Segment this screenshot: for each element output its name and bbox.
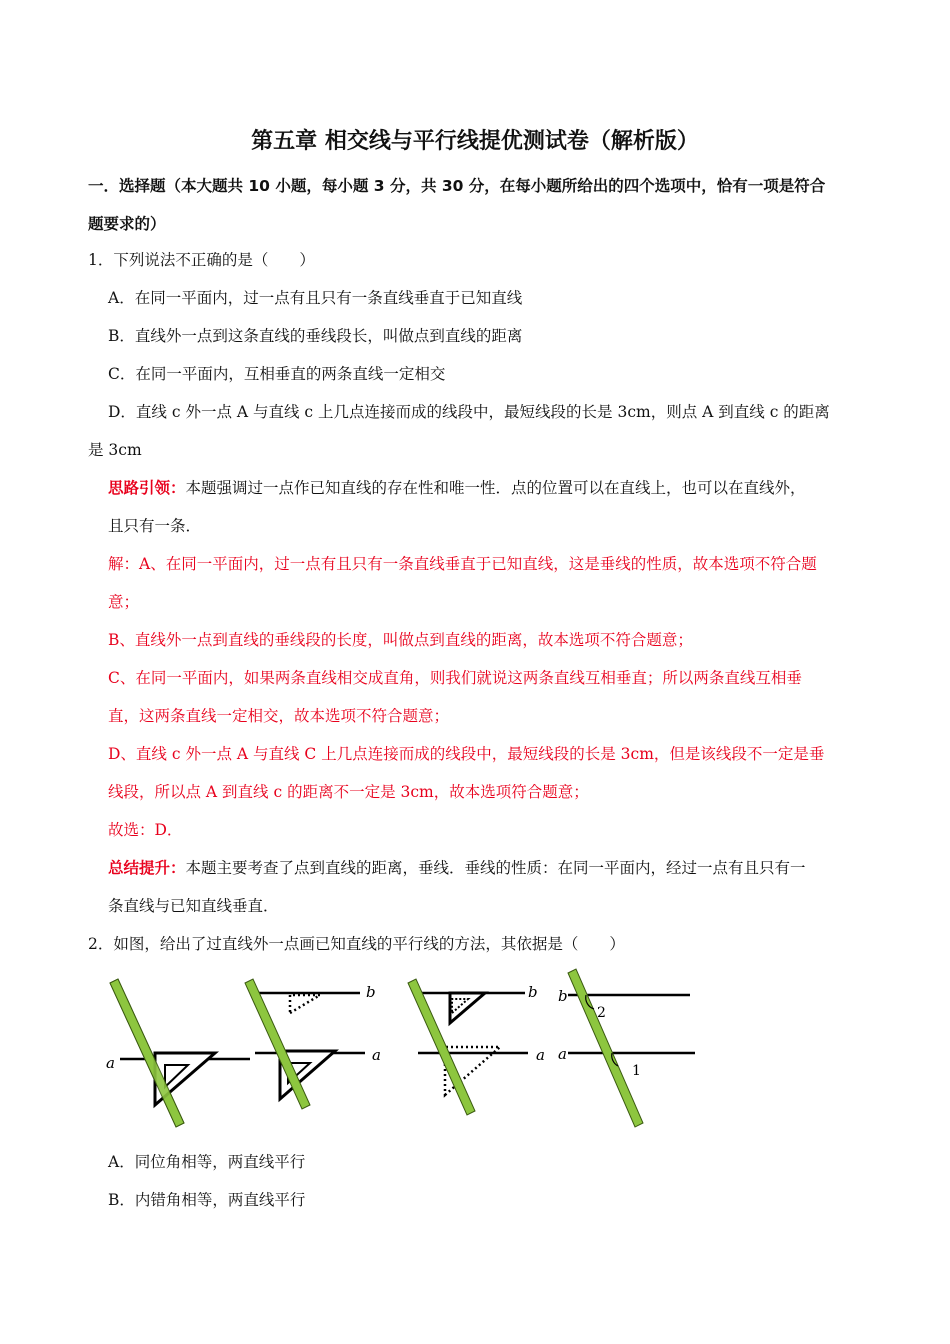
q1-stem: 1．下列说法不正确的是（ ） (88, 251, 315, 269)
figure-panel-2 (245, 979, 381, 1109)
label-angle-2: 2 (597, 1005, 606, 1021)
q1-answer: 故选：D． (108, 821, 183, 839)
label-a: a (536, 1046, 545, 1064)
q1-summary-line2: 条直线与已知直线垂直． (108, 897, 279, 915)
label-b: b (558, 987, 568, 1005)
parallel-construction-figure (100, 965, 700, 1130)
q1-solution-c-line1: C、在同一平面内，如果两条直线相交成直角，则我们就说这两条直线互相垂直；所以两条直线互相垂 (108, 669, 802, 687)
figure-panel-1 (106, 979, 250, 1127)
summary-text: 本题主要考查了点到直线的距离，垂线．垂线的性质：在同一平面内，经过一点有且只有一 (185, 859, 806, 877)
q1-option-b: B．直线外一点到这条直线的垂线段长，叫做点到直线的距离 (108, 327, 523, 345)
hint-label: 思路引领： (108, 479, 186, 497)
q1-solution-d-line2: 线段，所以点 A 到直线 c 的距离不一定是 3cm，故本选项符合题意； (108, 783, 589, 801)
label-b: b (528, 983, 538, 1001)
q2-option-a: A．同位角相等，两直线平行 (108, 1153, 306, 1171)
label-a: a (558, 1045, 567, 1063)
label-a: a (372, 1046, 381, 1064)
q1-option-c: C．在同一平面内，互相垂直的两条直线一定相交 (108, 365, 446, 383)
q2-option-b: B．内错角相等，两直线平行 (108, 1191, 306, 1209)
set-square (450, 993, 485, 1023)
label-b: b (366, 983, 376, 1001)
q1-hint (108, 478, 806, 498)
page-title: 第五章 相交线与平行线提优测试卷（解析版） (251, 129, 699, 154)
q1-solution-a-line2: 意； (108, 593, 140, 611)
label-a: a (106, 1054, 115, 1072)
q1-option-d-line1: D．直线 c 外一点 A 与直线 c 上几点连接而成的线段中，最短线段的长是 3cm，则点 A 到直线 c 的距离 (108, 403, 830, 421)
label-angle-1: 1 (632, 1063, 641, 1079)
section-heading-line2: 题要求的） (88, 215, 166, 233)
q1-solution-d-line1: D、直线 c 外一点 A 与直线 C 上几点连接而成的线段中，最短线段的长是 3cm，但是该线段不一定是垂 (108, 745, 825, 763)
figure-panel-3 (408, 979, 545, 1115)
summary-label: 总结提升： (108, 859, 186, 877)
hint-text: 本题强调过一点作已知直线的存在性和唯一性．点的位置可以在直线上，也可以在直线外， (185, 479, 806, 497)
q1-option-d-line2: 是 3cm (88, 441, 142, 459)
ruler (245, 979, 310, 1109)
q1-solution-b: B、直线外一点到直线的垂线段的长度，叫做点到直线的距离，故本选项不符合题意； (108, 631, 693, 649)
q1-solution-a-line1: 解：A、在同一平面内，过一点有且只有一条直线垂直于已知直线，这是垂线的性质，故本选项不符合题 (108, 555, 817, 573)
figure-panel-4 (558, 969, 695, 1127)
q1-summary (108, 858, 806, 878)
q1-option-a: A．在同一平面内，过一点有且只有一条直线垂直于已知直线 (108, 289, 523, 307)
ruler (568, 969, 643, 1127)
q1-solution-c-line2: 直，这两条直线一定相交，故本选项不符合题意； (108, 707, 450, 725)
q1-hint-line2: 且只有一条． (108, 517, 202, 535)
section-heading-line1: 一．选择题（本大题共 10 小题，每小题 3 分，共 30 分，在每小题所给出的四个选项中，恰有一项是符合 (88, 177, 826, 195)
q2-stem: 2．如图，给出了过直线外一点画已知直线的平行线的方法，其依据是（ ） (88, 935, 625, 953)
